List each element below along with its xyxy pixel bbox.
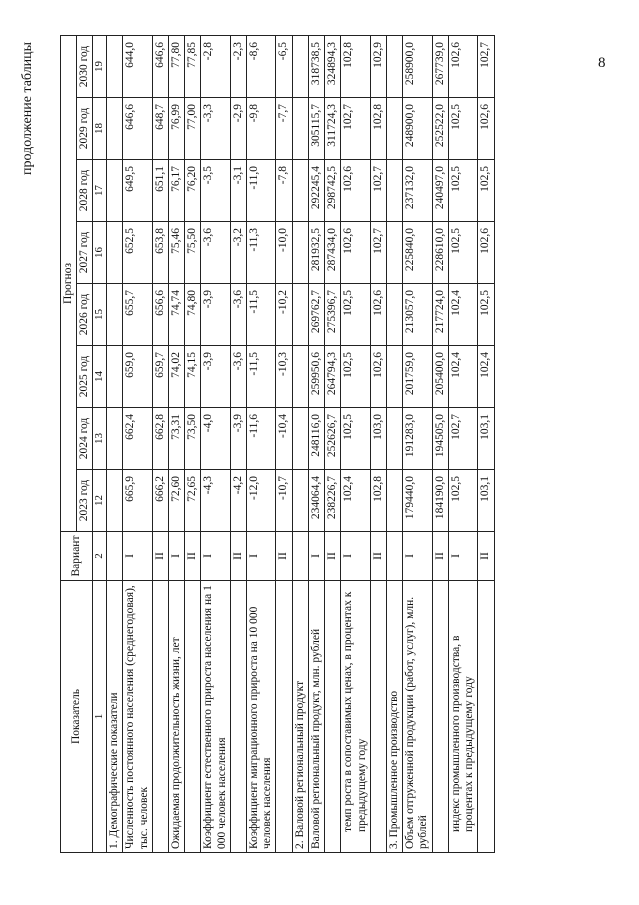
empty-cell: [107, 222, 123, 284]
variant-cell: II: [276, 532, 292, 581]
value-cell: 102,6: [478, 98, 494, 160]
table-row: [185, 36, 201, 853]
value-cell: -11,3: [247, 222, 276, 284]
empty-cell: [387, 470, 403, 532]
table-row: [276, 36, 292, 853]
value-cell: -11,0: [247, 160, 276, 222]
year-header: 2025 год: [77, 346, 93, 408]
value-cell: 102,5: [341, 284, 370, 346]
value-cell: -3,6: [201, 222, 230, 284]
value-cell: 298742,5: [325, 160, 341, 222]
value-cell: 258900,0: [403, 36, 432, 98]
value-cell: 77,00: [185, 98, 201, 160]
forecast-table: [60, 35, 495, 853]
value-cell: 102,8: [341, 36, 370, 98]
value-cell: 646,6: [152, 36, 168, 98]
value-cell: 201759,0: [403, 346, 432, 408]
value-cell: 102,5: [341, 346, 370, 408]
value-cell: 103,0: [370, 408, 386, 470]
value-cell: -4,2: [230, 470, 246, 532]
header-forecast: Прогноз: [61, 36, 77, 532]
value-cell: -3,5: [201, 160, 230, 222]
section-title: 3. Промышленное производство: [387, 581, 403, 853]
value-cell: 205400,0: [432, 346, 448, 408]
value-cell: 281932,5: [308, 222, 324, 284]
value-cell: 102,6: [341, 222, 370, 284]
value-cell: 248116,0: [308, 408, 324, 470]
variant-cell: I: [123, 532, 152, 581]
value-cell: -6,5: [276, 36, 292, 98]
empty-cell: [292, 98, 308, 160]
column-number: 17: [93, 160, 107, 222]
value-cell: 102,7: [478, 36, 494, 98]
empty-cell: [107, 36, 123, 98]
value-cell: -3,9: [201, 284, 230, 346]
value-cell: 252522,0: [432, 98, 448, 160]
section-title: 1. Демографические показатели: [107, 581, 123, 853]
table-row: [308, 36, 324, 853]
indicator-label: [185, 581, 201, 853]
value-cell: 74,02: [168, 346, 184, 408]
empty-cell: [292, 160, 308, 222]
variant-cell: II: [478, 532, 494, 581]
year-header: 2029 год: [77, 98, 93, 160]
value-cell: 269762,7: [308, 284, 324, 346]
empty-cell: [387, 36, 403, 98]
value-cell: 264794,3: [325, 346, 341, 408]
variant-cell: II: [152, 532, 168, 581]
indicator-label: [325, 581, 341, 853]
indicator-label: Ожидаемая продолжительность жизни, лет: [168, 581, 184, 853]
value-cell: 77,85: [185, 36, 201, 98]
variant-cell: II: [325, 532, 341, 581]
value-cell: -3,3: [201, 98, 230, 160]
empty-cell: [107, 284, 123, 346]
indicator-label: темп роста в сопоставимых ценах, в процентах к предыдущему году: [341, 581, 370, 853]
value-cell: 102,5: [448, 222, 477, 284]
empty-cell: [107, 98, 123, 160]
empty-cell: [107, 532, 123, 581]
value-cell: -2,8: [201, 36, 230, 98]
value-cell: 659,7: [152, 346, 168, 408]
value-cell: 237132,0: [403, 160, 432, 222]
value-cell: 644,0: [123, 36, 152, 98]
value-cell: 73,31: [168, 408, 184, 470]
indicator-label: [152, 581, 168, 853]
value-cell: -10,7: [276, 470, 292, 532]
value-cell: 651,1: [152, 160, 168, 222]
empty-cell: [107, 346, 123, 408]
variant-cell: I: [308, 532, 324, 581]
column-number-row: [93, 36, 107, 853]
variant-cell: II: [185, 532, 201, 581]
variant-cell: II: [432, 532, 448, 581]
value-cell: 102,5: [448, 160, 477, 222]
value-cell: -3,1: [230, 160, 246, 222]
value-cell: 102,8: [370, 98, 386, 160]
value-cell: 75,46: [168, 222, 184, 284]
value-cell: -3,2: [230, 222, 246, 284]
indicator-label: Коэффициент миграционного прироста на 10 000 человек населения: [247, 581, 276, 853]
value-cell: -3,6: [230, 346, 246, 408]
empty-cell: [387, 408, 403, 470]
empty-cell: [107, 470, 123, 532]
value-cell: 102,6: [370, 284, 386, 346]
value-cell: 102,6: [448, 36, 477, 98]
value-cell: 102,6: [478, 222, 494, 284]
indicator-label: [230, 581, 246, 853]
value-cell: 72,60: [168, 470, 184, 532]
value-cell: 666,2: [152, 470, 168, 532]
section-row: [107, 36, 123, 853]
value-cell: -3,9: [201, 346, 230, 408]
value-cell: 184190,0: [432, 470, 448, 532]
indicator-label: Валовой региональный продукт, млн. рублей: [308, 581, 324, 853]
indicator-label: [478, 581, 494, 853]
value-cell: 76,20: [185, 160, 201, 222]
table-row: [168, 36, 184, 853]
value-cell: -2,3: [230, 36, 246, 98]
value-cell: 102,5: [448, 98, 477, 160]
value-cell: 655,7: [123, 284, 152, 346]
value-cell: 228610,0: [432, 222, 448, 284]
table-row: [432, 36, 448, 853]
value-cell: 240497,0: [432, 160, 448, 222]
table-row: [152, 36, 168, 853]
empty-cell: [387, 532, 403, 581]
indicator-label: Коэффициент естественного прироста населения на 1 000 человек населения: [201, 581, 230, 853]
value-cell: 77,80: [168, 36, 184, 98]
year-header: 2024 год: [77, 408, 93, 470]
empty-cell: [387, 98, 403, 160]
value-cell: 324894,3: [325, 36, 341, 98]
empty-cell: [292, 346, 308, 408]
empty-cell: [292, 470, 308, 532]
section-title: 2. Валовой региональный продукт: [292, 581, 308, 853]
column-number: 16: [93, 222, 107, 284]
value-cell: 102,5: [478, 284, 494, 346]
section-row: [387, 36, 403, 853]
table-row: [370, 36, 386, 853]
value-cell: 252626,7: [325, 408, 341, 470]
value-cell: 102,7: [448, 408, 477, 470]
value-cell: 248900,0: [403, 98, 432, 160]
value-cell: 74,15: [185, 346, 201, 408]
value-cell: 102,9: [370, 36, 386, 98]
table-body: [107, 36, 494, 853]
value-cell: -7,7: [276, 98, 292, 160]
table-row: [325, 36, 341, 853]
value-cell: 102,4: [448, 346, 477, 408]
indicator-label: [432, 581, 448, 853]
value-cell: 217724,0: [432, 284, 448, 346]
value-cell: 267739,0: [432, 36, 448, 98]
value-cell: 73,50: [185, 408, 201, 470]
table-row: [341, 36, 370, 853]
value-cell: 292245,4: [308, 160, 324, 222]
value-cell: 311724,3: [325, 98, 341, 160]
indicator-label: Численность постоянного населения (среднегодовая), тыс. человек: [123, 581, 152, 853]
value-cell: 72,65: [185, 470, 201, 532]
column-number: 13: [93, 408, 107, 470]
value-cell: 238226,7: [325, 470, 341, 532]
empty-cell: [292, 222, 308, 284]
variant-cell: II: [230, 532, 246, 581]
column-number: 14: [93, 346, 107, 408]
value-cell: -3,9: [230, 408, 246, 470]
value-cell: -10,0: [276, 222, 292, 284]
empty-cell: [387, 222, 403, 284]
value-cell: 102,7: [341, 98, 370, 160]
year-header: 2023 год: [77, 470, 93, 532]
value-cell: 259950,6: [308, 346, 324, 408]
value-cell: 287434,0: [325, 222, 341, 284]
empty-cell: [387, 346, 403, 408]
year-header: 2026 год: [77, 284, 93, 346]
value-cell: 103,1: [478, 470, 494, 532]
value-cell: 102,5: [341, 408, 370, 470]
value-cell: 656,6: [152, 284, 168, 346]
value-cell: 76,17: [168, 160, 184, 222]
header-variant: Вариант: [61, 532, 93, 581]
value-cell: 275396,7: [325, 284, 341, 346]
value-cell: -11,5: [247, 346, 276, 408]
empty-cell: [387, 160, 403, 222]
continuation-label: продолжение таблицы: [20, 41, 35, 175]
table-row: [230, 36, 246, 853]
value-cell: 75,50: [185, 222, 201, 284]
variant-cell: I: [247, 532, 276, 581]
empty-cell: [292, 408, 308, 470]
empty-cell: [292, 284, 308, 346]
value-cell: 662,4: [123, 408, 152, 470]
value-cell: 102,6: [341, 160, 370, 222]
value-cell: 102,7: [370, 160, 386, 222]
empty-cell: [387, 284, 403, 346]
empty-cell: [292, 36, 308, 98]
indicator-label: [370, 581, 386, 853]
value-cell: 179440,0: [403, 470, 432, 532]
value-cell: 74,74: [168, 284, 184, 346]
variant-cell: I: [201, 532, 230, 581]
column-number: 1: [93, 581, 107, 853]
value-cell: 305115,7: [308, 98, 324, 160]
value-cell: 213057,0: [403, 284, 432, 346]
value-cell: -10,4: [276, 408, 292, 470]
value-cell: 318738,5: [308, 36, 324, 98]
table-row: [448, 36, 477, 853]
table-row: [123, 36, 152, 853]
year-header: 2027 год: [77, 222, 93, 284]
value-cell: 665,9: [123, 470, 152, 532]
indicator-label: Объем отгруженной продукции (работ, услуг), млн. рублей: [403, 581, 432, 853]
table-row: [403, 36, 432, 853]
value-cell: 649,5: [123, 160, 152, 222]
variant-cell: I: [168, 532, 184, 581]
column-number: 19: [93, 36, 107, 98]
year-header: 2030 год: [77, 36, 93, 98]
value-cell: 102,4: [341, 470, 370, 532]
table-row: [201, 36, 230, 853]
value-cell: -2,9: [230, 98, 246, 160]
value-cell: 102,6: [370, 346, 386, 408]
value-cell: 191283,0: [403, 408, 432, 470]
column-number: 2: [93, 532, 107, 581]
value-cell: 74,80: [185, 284, 201, 346]
value-cell: -4,0: [201, 408, 230, 470]
header-indicator: Показатель: [61, 581, 93, 853]
column-number: 15: [93, 284, 107, 346]
value-cell: 102,4: [478, 346, 494, 408]
value-cell: 194505,0: [432, 408, 448, 470]
column-number: 18: [93, 98, 107, 160]
indicator-label: [276, 581, 292, 853]
column-number: 12: [93, 470, 107, 532]
value-cell: 76,99: [168, 98, 184, 160]
indicator-label: индекс промышленного производства, в процентах к предыдущему году: [448, 581, 477, 853]
value-cell: -10,3: [276, 346, 292, 408]
page-number: 8: [598, 55, 606, 71]
value-cell: 102,8: [370, 470, 386, 532]
value-cell: -8,6: [247, 36, 276, 98]
section-row: [292, 36, 308, 853]
value-cell: 102,5: [448, 470, 477, 532]
value-cell: 648,7: [152, 98, 168, 160]
value-cell: 653,8: [152, 222, 168, 284]
value-cell: 225840,0: [403, 222, 432, 284]
table-row: [478, 36, 494, 853]
value-cell: 652,5: [123, 222, 152, 284]
year-header: 2028 год: [77, 160, 93, 222]
table-row: [247, 36, 276, 853]
value-cell: -9,8: [247, 98, 276, 160]
value-cell: 102,5: [478, 160, 494, 222]
value-cell: -4,3: [201, 470, 230, 532]
value-cell: 102,4: [448, 284, 477, 346]
value-cell: 646,6: [123, 98, 152, 160]
value-cell: 103,1: [478, 408, 494, 470]
variant-cell: I: [341, 532, 370, 581]
value-cell: 102,7: [370, 222, 386, 284]
value-cell: 659,0: [123, 346, 152, 408]
variant-cell: II: [370, 532, 386, 581]
value-cell: -11,6: [247, 408, 276, 470]
value-cell: -3,6: [230, 284, 246, 346]
variant-cell: I: [448, 532, 477, 581]
empty-cell: [292, 532, 308, 581]
value-cell: -7,8: [276, 160, 292, 222]
empty-cell: [107, 160, 123, 222]
value-cell: -10,2: [276, 284, 292, 346]
value-cell: -12,0: [247, 470, 276, 532]
value-cell: -11,5: [247, 284, 276, 346]
variant-cell: I: [403, 532, 432, 581]
empty-cell: [107, 408, 123, 470]
value-cell: 234064,4: [308, 470, 324, 532]
value-cell: 662,8: [152, 408, 168, 470]
